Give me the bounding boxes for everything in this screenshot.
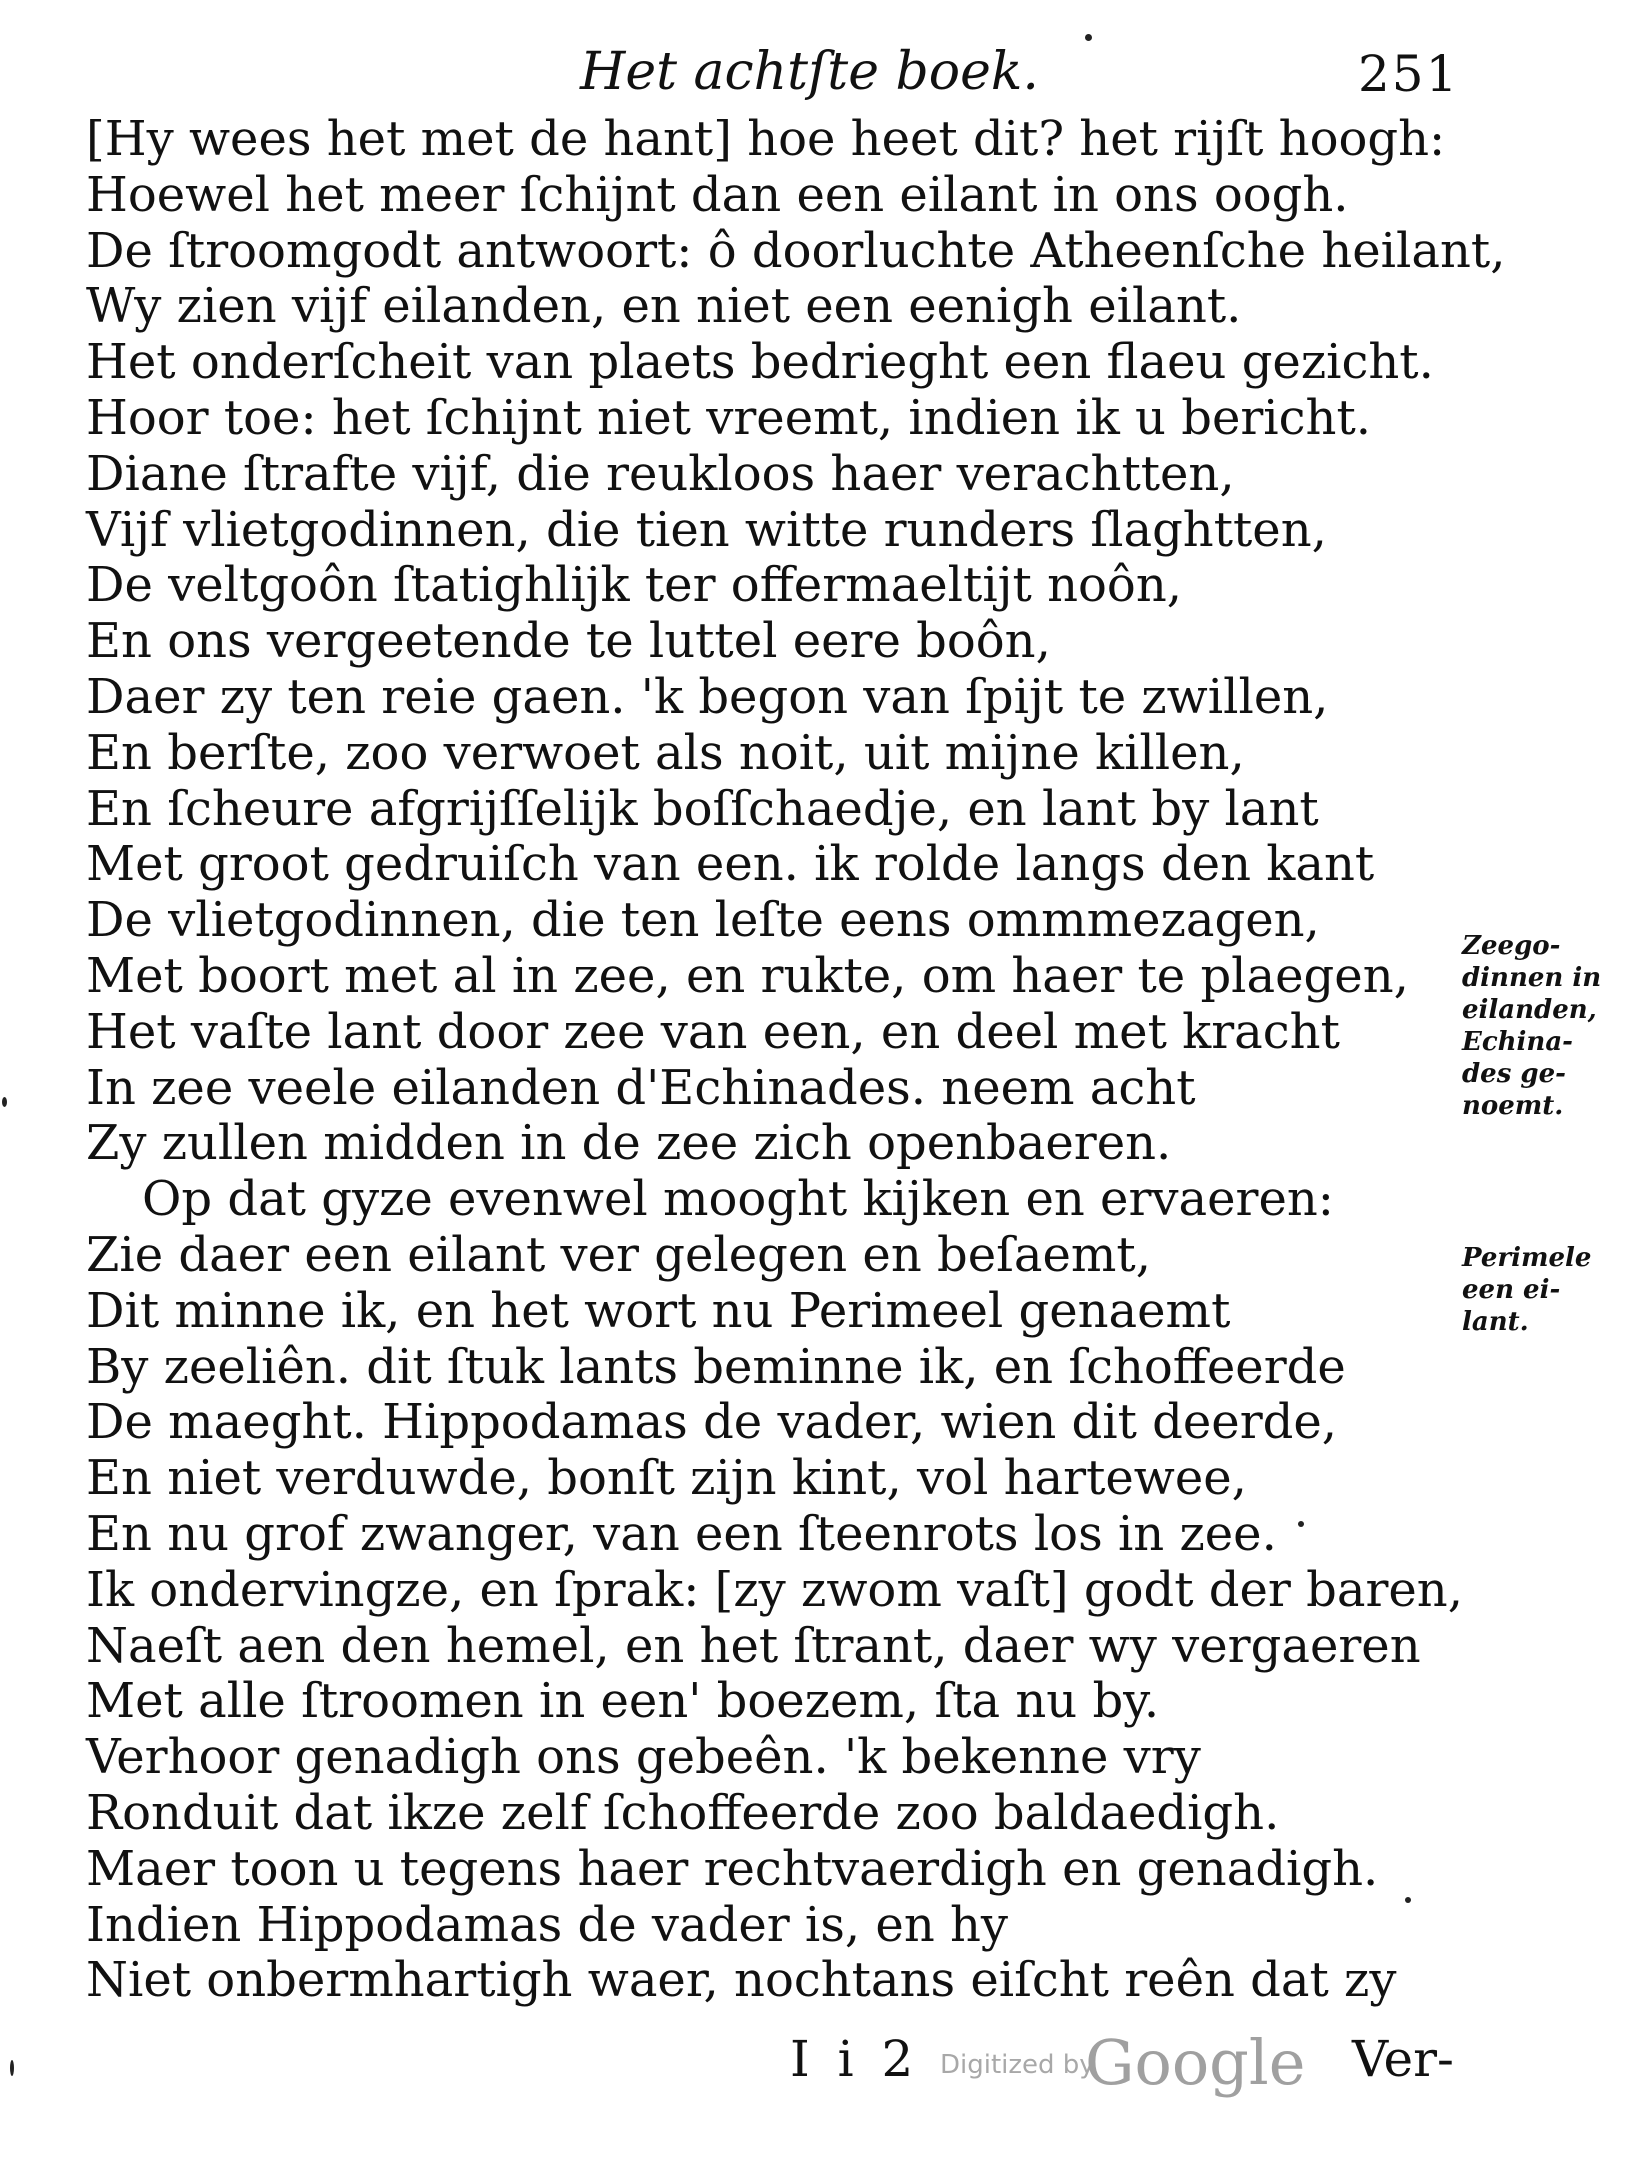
- verse-line: Indien Hippodamas de vader is, en hy: [86, 1896, 1009, 1953]
- verse-line: De maeght. Hippodamas de vader, wien dit deerde,: [86, 1394, 1338, 1451]
- verse-line: Ik ondervingze, en ſprak: [zy zwom vaſt] godt der baren,: [86, 1561, 1463, 1618]
- verse-line: Vijf vlietgodinnen, die tien witte runders ſlaghtten,: [86, 501, 1327, 558]
- verse-line: En ſcheure afgrijſſelijk boſſchaedje, en lant by lant: [86, 780, 1319, 837]
- verse-line: Wy zien vijf eilanden, en niet een eenigh eilant.: [86, 278, 1242, 335]
- verse-line: Op dat gyze evenwel mooght kijken en ervaeren:: [142, 1171, 1334, 1228]
- verse-line: Maer toon u tegens haer rechtvaerdigh en genadigh.: [86, 1840, 1379, 1897]
- verse-line: Het onderſcheit van plaets bedrieght een flaeu gezicht.: [86, 334, 1434, 391]
- verse-line: Verhoor genadigh ons gebeên. 'k bekenne vry: [86, 1729, 1201, 1786]
- margin-note-perimele: Perimele een ei- lant.: [1462, 1243, 1592, 1337]
- verse-line: Diane ſtrafte vijf, die reukloos haer verachtten,: [86, 445, 1235, 502]
- verse-line: [Hy wees het met de hant] hoe heet dit? het rijſt hoogh:: [86, 111, 1446, 167]
- scan-speck: [1405, 1897, 1411, 1903]
- verse-line: Met boort met al in zee, en rukte, om haer te plaegen,: [86, 947, 1409, 1004]
- scan-speck: [10, 2060, 14, 2076]
- verse-line: Dit minne ik, en het wort nu Perimeel genaemt: [86, 1282, 1231, 1339]
- verse-line: En nu grof zwanger, van een ſteenrots los in zee.: [86, 1505, 1277, 1562]
- verse-text: [86, 112, 1505, 2009]
- verse-line: En niet verduwde, bonſt zijn kint, vol hartewee,: [86, 1450, 1247, 1507]
- verse-line: En berſte, zoo verwoet als noit, uit mijne killen,: [86, 724, 1245, 781]
- margin-note-zeegodinnen: Zeego- dinnen in eilanden, Echina- des ge- noemt.: [1462, 931, 1602, 1121]
- scan-speck: [2, 1097, 7, 1107]
- verse-line: By zeeliên. dit ſtuk lants beminne ik, en ſchoffeerde: [86, 1338, 1346, 1395]
- verse-line: Hoewel het meer ſchijnt dan een eilant in ons oogh.: [86, 166, 1349, 223]
- verse-line: De ſtroomgodt antwoort: ô doorluchte Atheenſche heilant,: [86, 222, 1506, 279]
- verse-line: Daer zy ten reie gaen. 'k begon van ſpijt te zwillen,: [86, 668, 1329, 725]
- scan-speck: [1085, 34, 1092, 41]
- verse-line: Zy zullen midden in de zee zich openbaeren.: [86, 1115, 1172, 1172]
- page-number: 251: [1358, 45, 1460, 103]
- verse-line: De veltgoôn ſtatighlijk ter offermaeltijt noôn,: [86, 557, 1182, 614]
- verse-line: Zie daer een eilant ver gelegen en beſaemt,: [86, 1226, 1151, 1283]
- google-watermark-logo: Google: [1085, 2026, 1306, 2099]
- digitized-label: Digitized by: [940, 2050, 1095, 2080]
- verse-line: En ons vergeetende te luttel eere boôn,: [86, 613, 1051, 670]
- page-footer: [0, 2026, 1650, 2106]
- verse-line: Naeſt aen den hemel, en het ſtrant, daer wy vergaeren: [86, 1617, 1421, 1674]
- running-title: Het achtſte boek.: [580, 42, 1039, 102]
- verse-line: Met groot gedruiſch van een. ik rolde langs den kant: [86, 836, 1375, 893]
- catchword: Ver-: [1352, 2030, 1454, 2088]
- verse-line: Het vaſte lant door zee van een, en deel met kracht: [86, 1003, 1340, 1060]
- verse-line: Met alle ſtroomen in een' boezem, ſta nu by.: [86, 1673, 1160, 1730]
- verse-line: Ronduit dat ikze zelf ſchoffeerde zoo baldaedigh.: [86, 1784, 1280, 1841]
- verse-line: De vlietgodinnen, die ten leſte eens ommmezagen,: [86, 892, 1320, 949]
- scan-speck: [1298, 1521, 1304, 1527]
- verse-line: In zee veele eilanden d'Echinades. neem acht: [86, 1059, 1196, 1116]
- verse-line: Niet onbermhartigh waer, nochtans eiſcht reên dat zy: [86, 1952, 1397, 2009]
- signature-mark: I i 2: [790, 2030, 920, 2088]
- verse-line: Hoor toe: het ſchijnt niet vreemt, indien ik u bericht.: [86, 389, 1371, 446]
